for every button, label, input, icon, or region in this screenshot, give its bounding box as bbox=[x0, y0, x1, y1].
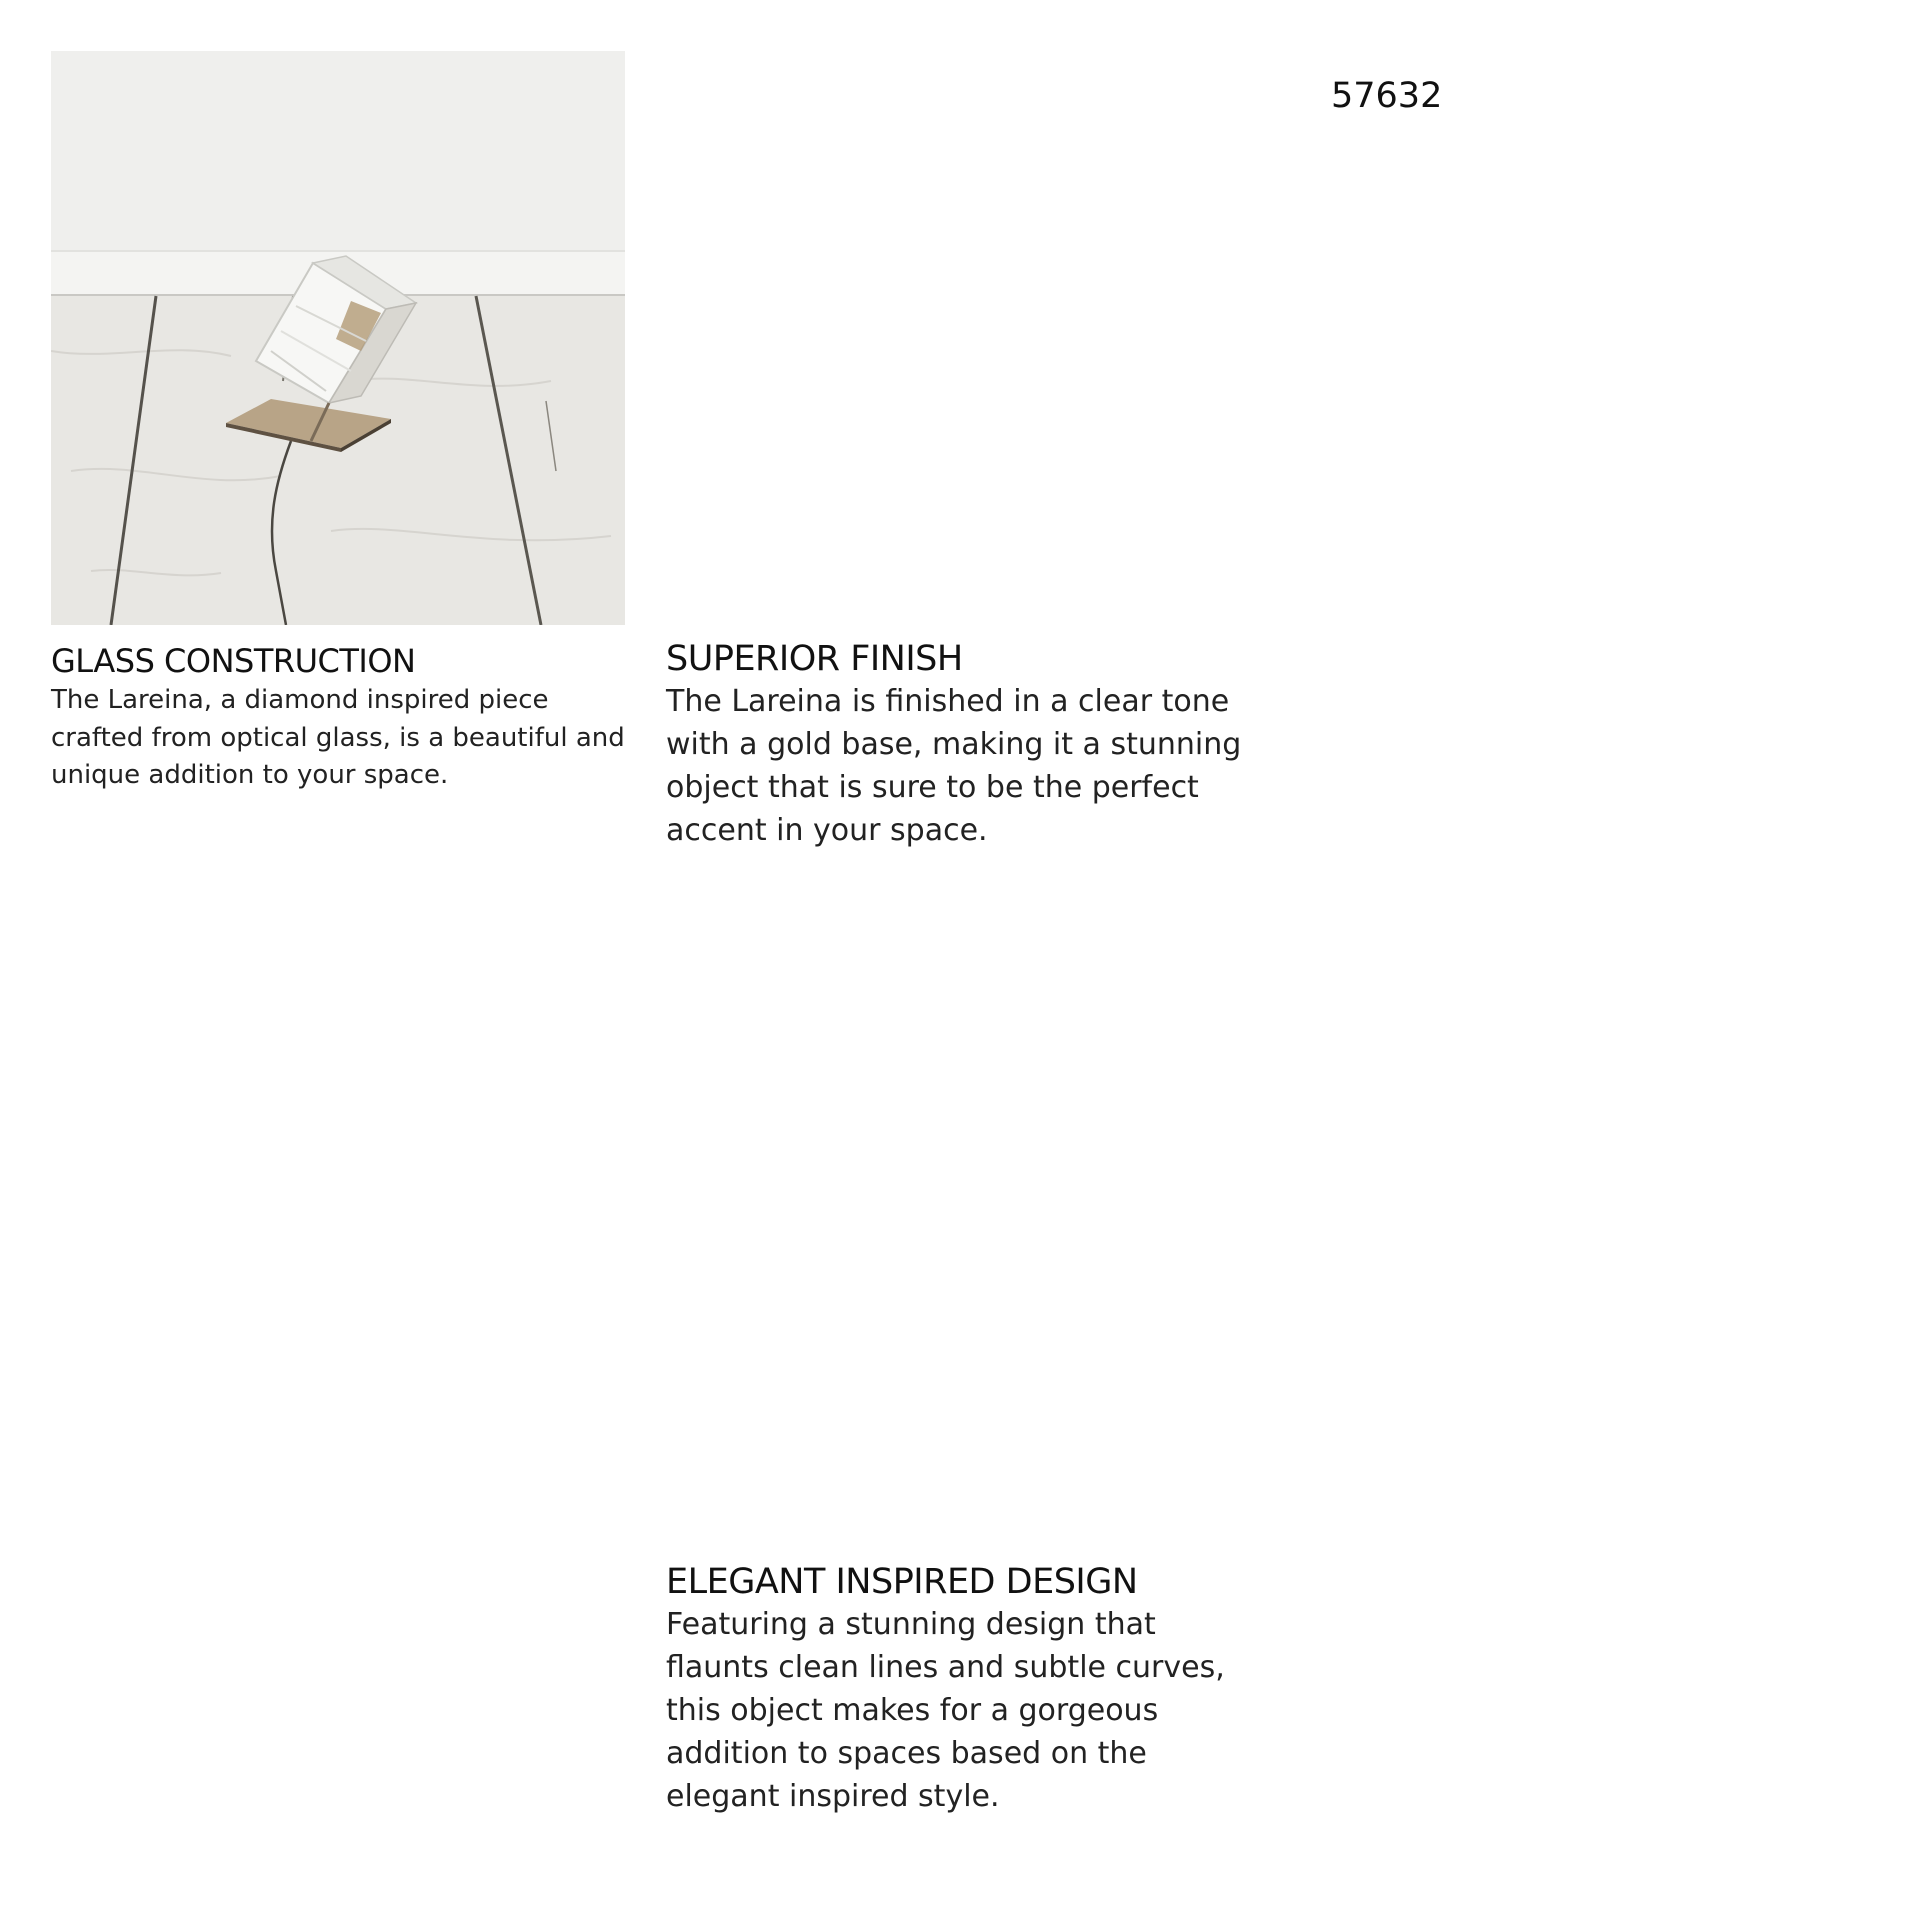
product-sku: 57632 bbox=[1331, 76, 1443, 116]
feature-body: The Lareina is finished in a clear tone with a gold base, making it a stunning object that is sure to be the perfect accent in your space. bbox=[666, 684, 1242, 848]
feature-title: GLASS CONSTRUCTION bbox=[51, 642, 416, 680]
feature-body: The Lareina, a diamond inspired piece crafted from optical glass, is a beautiful and unique addition to your space. bbox=[51, 685, 625, 790]
feature-title: ELEGANT INSPIRED DESIGN bbox=[666, 1562, 1138, 1602]
product-photo-image bbox=[51, 51, 625, 625]
feature-superior-finish bbox=[666, 638, 1266, 852]
feature-glass-construction bbox=[51, 640, 641, 795]
feature-title: SUPERIOR FINISH bbox=[666, 639, 963, 679]
feature-body: Featuring a stunning design that flaunts clean lines and subtle curves, this object makes for a gorgeous addition to spaces based on the elegant inspired style. bbox=[666, 1607, 1225, 1814]
feature-elegant-design bbox=[666, 1561, 1266, 1818]
product-photo bbox=[51, 51, 625, 625]
